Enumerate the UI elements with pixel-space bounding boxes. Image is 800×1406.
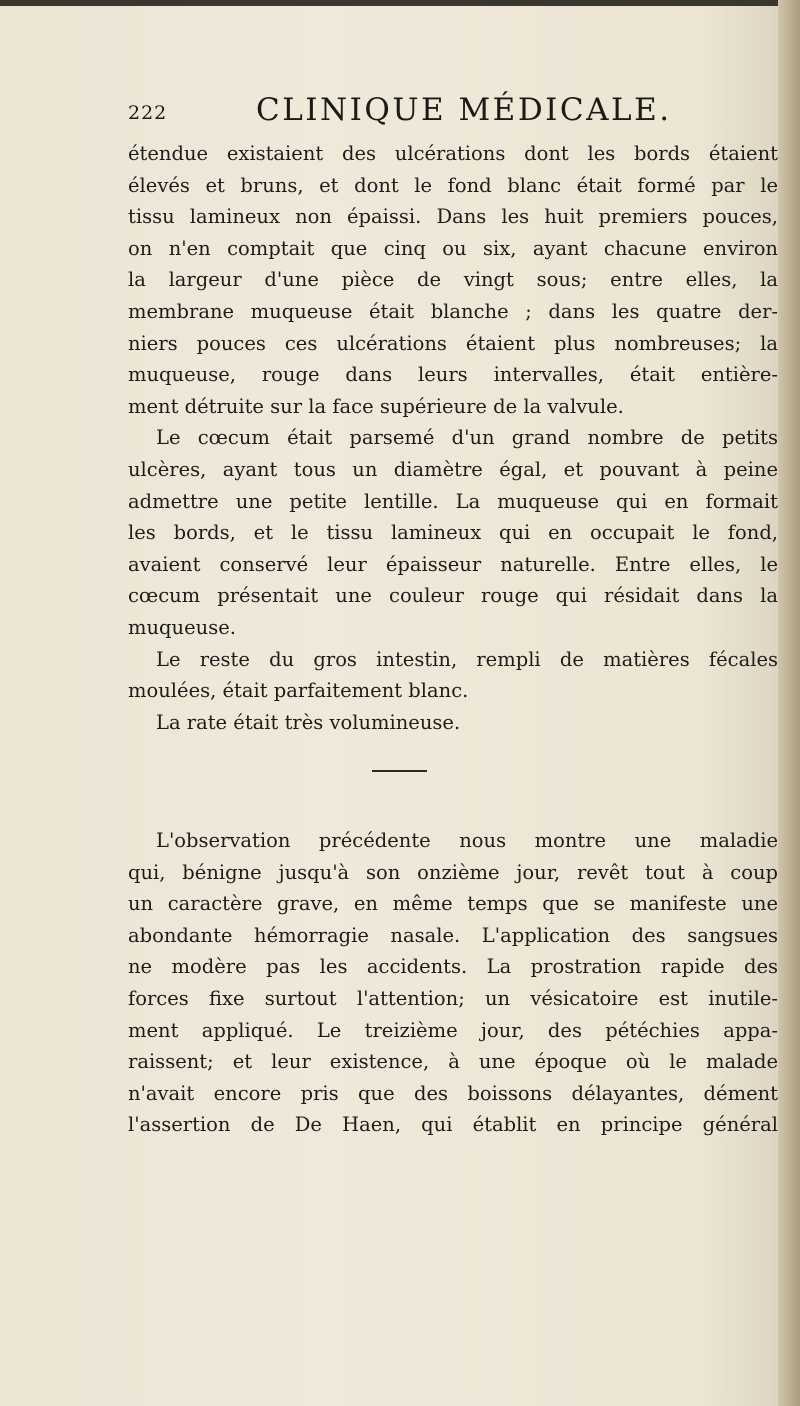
text-line: cœcum présentait une couleur rouge qui résidait dans la — [128, 584, 778, 608]
text-line: abondante hémorragie nasale. L'application des sangsues — [128, 923, 778, 947]
text-line: ment détruite sur la face supérieure de la valvule. — [128, 394, 624, 418]
text-line: forces fixe surtout l'attention; un vésicatoire est inutile- — [128, 986, 778, 1010]
text-line: muqueuse, rouge dans leurs intervalles, était entière- — [128, 363, 778, 387]
text-line: Le cœcum était parsemé d'un grand nombre de petits — [156, 426, 778, 450]
text-line: un caractère grave, en même temps que se manifeste une — [128, 892, 778, 916]
text-line: raissent; et leur existence, à une époque où le malade — [128, 1050, 778, 1074]
text-line: étendue existaient des ulcérations dont les bords étaient — [128, 142, 778, 165]
text-line: qui, bénigne jusqu'à son onzième jour, revêt tout à coup — [128, 860, 778, 884]
page-header — [128, 92, 688, 132]
text-line: L'observation précédente nous montre une maladie — [156, 829, 778, 852]
text-line: ment appliqué. Le treizième jour, des pétéchies appa- — [128, 1018, 778, 1042]
text-line: membrane muqueuse était blanche ; dans les quatre der- — [128, 299, 778, 323]
text-line: on n'en comptait que cinq ou six, ayant chacune environ — [128, 236, 778, 260]
text-line: tissu lamineux non épaissi. Dans les huit premiers pouces, — [128, 205, 778, 229]
text-line: élevés et bruns, et dont le fond blanc était formé par le — [128, 173, 778, 197]
body-text-commentary — [128, 825, 778, 1141]
text-line: avaient conservé leur épaisseur naturelle. Entre elles, le — [128, 552, 778, 576]
top-border — [0, 0, 800, 6]
page-number: 222 — [128, 102, 168, 124]
text-line: niers pouces ces ulcérations étaient plus nombreuses; la — [128, 331, 778, 355]
page-edge-shadow — [778, 0, 800, 1406]
text-line: ulcères, ayant tous un diamètre égal, et pouvant à peine — [128, 457, 778, 481]
text-line: admettre une petite lentille. La muqueuse qui en formait — [128, 489, 778, 513]
text-line: n'avait encore pris que des boissons délayantes, dément — [128, 1081, 778, 1105]
text-line: La rate était très volumineuse. — [156, 710, 461, 734]
section-separator — [372, 770, 427, 772]
text-line: la largeur d'une pièce de vingt sous; entre elles, la — [128, 268, 778, 292]
text-line: Le reste du gros intestin, rempli de matières fécales — [156, 647, 778, 671]
text-line: l'assertion de De Haen, qui établit en principe général — [128, 1113, 778, 1137]
body-text-autopsy — [128, 138, 778, 738]
running-title: CLINIQUE MÉDICALE. — [256, 92, 672, 128]
text-line: les bords, et le tissu lamineux qui en occupait le fond, — [128, 521, 778, 545]
text-line: moulées, était parfaitement blanc. — [128, 679, 469, 703]
text-line: muqueuse. — [128, 615, 236, 639]
text-line: ne modère pas les accidents. La prostration rapide des — [128, 955, 778, 979]
